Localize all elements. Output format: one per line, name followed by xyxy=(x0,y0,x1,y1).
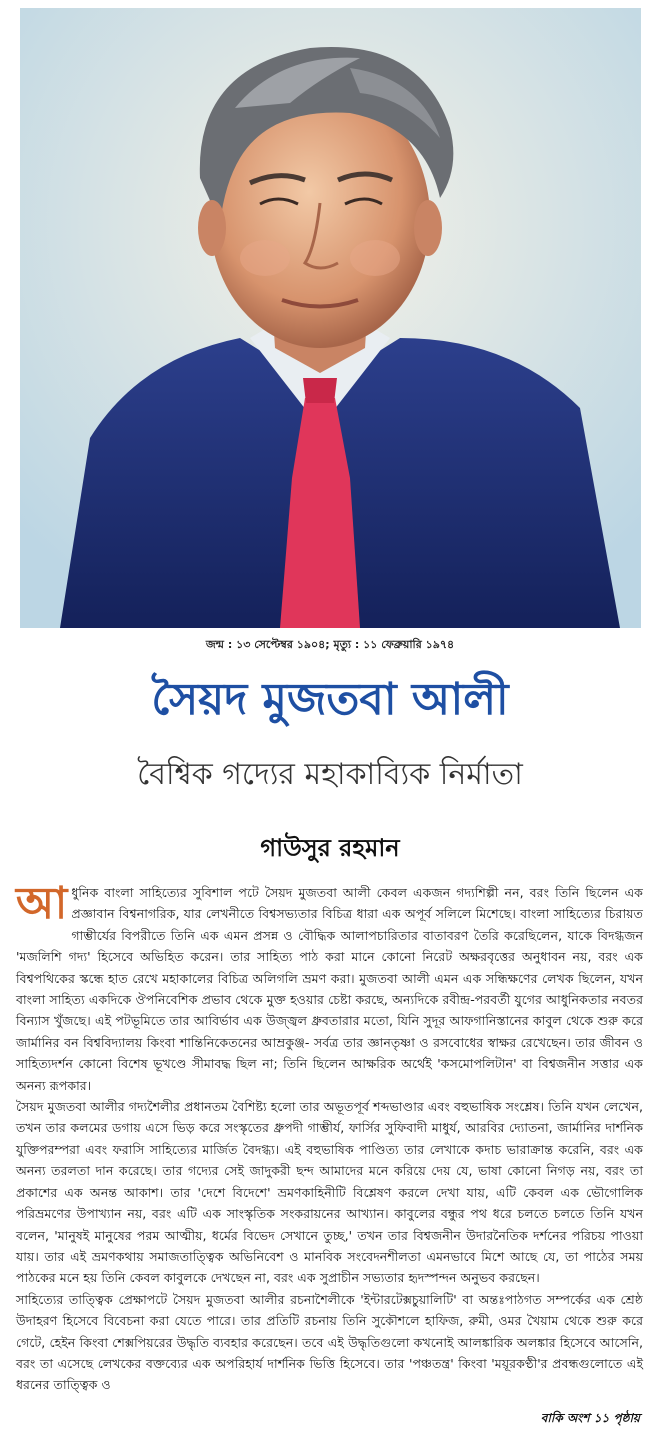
author-name: গাউসুর রহমান xyxy=(260,834,400,862)
paragraph-text: সৈয়দ মুজতবা আলীর গদ্যশৈলীর প্রধানতম বৈশিষ্ট্য হলো তার অভূতপূর্ব শব্দভাণ্ডার এবং বহুভাষিক সংশ্লেষ। তিনি যখন লেখেন, তখন তার কলমের ডগায় এসে ভিড় করে সংস্কৃতের ধ্রুপদী গাম্ভীর্য, ফার্সির সুফিবাদী মাধুর্য, আরবির দ্যোতনা, জার্মানির দার্শনিক যুক্তিপরম্পরা এবং ফরাসি সাহিত্যের মার্জিত বৈদগ্ধ্য। এই বহুভাষিক পাণ্ডিত্য তার লেখাকে কদাচ ভারাক্রান্ত করেনি, বরং এক অনন্য তরলতা দান করেছে। তার গদ্যের সেই জাদুকরী ছন্দ আমাদের মনে করিয়ে দেয় যে, ভাষা কোনো নিগড় নয়, বরং তা প্রকাশের এক অনন্ত আকাশ। তার 'দেশে বিদেশে' ভ্রমণকাহিনীটি বিশ্লেষণ করলে দেখা যায়, এটি কেবল এক ভৌগোলিক পরিভ্রমণের উপাখ্যান নয়, বরং এটি এক সাংস্কৃতিক সংকরায়নের আখ্যান। কাবুলের বন্ধুর পথ ধরে চলতে চলতে তিনি যখন বলেন, 'মানুষই মানুষের পরম আত্মীয়, ধর্মের বিভেদ সেখানে তুচ্ছ,' তখন তার বিশ্বজনীন উদারনৈতিক দর্শনের পরিচয় পাওয়া যায়। তার এই ভ্রমণকথায় সমাজতাত্ত্বিক অভিনিবেশ ও মানবিক সংবেদনশীলতা এমনভাবে মিশে আছে যে, তা পাঠের সময় পাঠকের মনে হয় তিনি কেবল কাবুলকে দেখছেন না, বরং এক সুপ্রাচীন সভ্যতার হৃদস্পন্দন অনুভব করছেন। xyxy=(16,1099,643,1286)
portrait-illustration-icon xyxy=(20,8,641,628)
article-paragraph-3 xyxy=(16,1289,643,1396)
article-paragraph-2 xyxy=(16,1096,643,1289)
portrait-image xyxy=(20,8,641,628)
life-dates: জন্ম : ১৩ সেপ্টেম্বর ১৯০৪; মৃত্যু : ১১ ফেব্রুয়ারি ১৯৭৪ xyxy=(205,638,455,651)
continued-note: বাকি অংশ ১১ পৃষ্ঠায় xyxy=(540,1411,640,1425)
article-title: সৈয়দ মুজতবা আলী xyxy=(151,674,509,725)
paragraph-text: সাহিত্যের তাত্ত্বিক প্রেক্ষাপটে সৈয়দ মুজতবা আলীর রচনাশৈলীকে 'ইন্টারটেক্সচুয়ালিটি' বা অন্তঃপাঠগত সম্পর্কের এক শ্রেষ্ঠ উদাহরণ হিসেবে বিবেচনা করা যেতে পারে। তার প্রতিটি রচনায় তিনি সুকৌশলে হাফিজ, রুমী, ওমর খৈয়াম থেকে শুরু করে গেটে, হেইন কিংবা শেক্সপিয়রের উদ্ধৃতি ব্যবহার করেছেন। তবে এই উদ্ধৃতিগুলো কখনোই আলঙ্কারিক অলঙ্কার হিসেবে আসেনি, বরং তা এসেছে লেখকের বক্তব্যের এক অপরিহার্য দার্শনিক ভিত্তি হিসেবে। তার 'পঞ্চতন্ত্র' কিংবা 'ময়ূরকণ্ঠী'র প্রবন্ধগুলোতে এই ধরনের তাত্ত্বিক ও xyxy=(16,1291,643,1393)
article-body xyxy=(16,878,643,1396)
paragraph-text: ধুনিক বাংলা সাহিত্যের সুবিশাল পটে সৈয়দ মুজতবা আলী কেবল একজন গদ্যশিল্পী নন, বরং তিনি ছিলেন এক প্রজ্ঞাবান বিশ্বনাগরিক, যার লেখনীতে বিশ্বসভ্যতার বিচিত্র ধারা এক অপূর্ব সলিলে মিশেছে। বাংলা সাহিত্যের চিরায়ত গাম্ভীর্যের বিপরীতে তিনি এক এমন প্রসন্ন ও বৌদ্ধিক আলাপচারিতার বাতাবরণ তৈরি করেছিলেন, যাকে বিদগ্ধজন 'মজলিশি গদ্য' হিসেবে অভিহিত করেন। তার সাহিত্য পাঠ করা মানে কোনো নিরেট অক্ষরবৃত্তের অনুধাবন নয়, বরং এক বিশ্বপথিকের স্কন্ধে হাত রেখে মহাকালের বিচিত্র অলিগলি ভ্রমণ করা। মুজতবা আলী এমন এক সন্ধিক্ষণের লেখক ছিলেন, যখন বাংলা সাহিত্য একদিকে ঔপনিবেশিক প্রভাব থেকে মুক্ত হওয়ার চেষ্টা করছে, অন্যদিকে রবীন্দ্র-পরবর্তী যুগের আধুনিকতার নবতর বিন্যাস খুঁজছে। এই পটভূমিতে তার আবির্ভাব এক উজ্জ্বল ধ্রুবতারার মতো, যিনি সুদূর আফগানিস্তানের কাবুল থেকে শুরু করে জার্মানির বন বিশ্ববিদ্যালয় কিংবা শান্তিনিকেতনের আম্রকুঞ্জ- সর্বত্র তার জ্ঞানতৃষ্ণা ও রসবোধের স্বাক্ষর রেখেছেন। তার জীবন ও সাহিত্যদর্শন কোনো বিশেষ ভূখণ্ডে সীমাবদ্ধ ছিল না; তিনি ছিলেন আক্ষরিক অর্থেই 'কসমোপলিটান' বা বিশ্বজনীন সত্তার এক অনন্য রূপকার। xyxy=(16,885,643,1093)
drop-cap: আ xyxy=(16,878,68,929)
article-subtitle: বৈশ্বিক গদ্যের মহাকাব্যিক নির্মাতা xyxy=(137,757,523,792)
article-paragraph-1 xyxy=(16,878,643,1096)
